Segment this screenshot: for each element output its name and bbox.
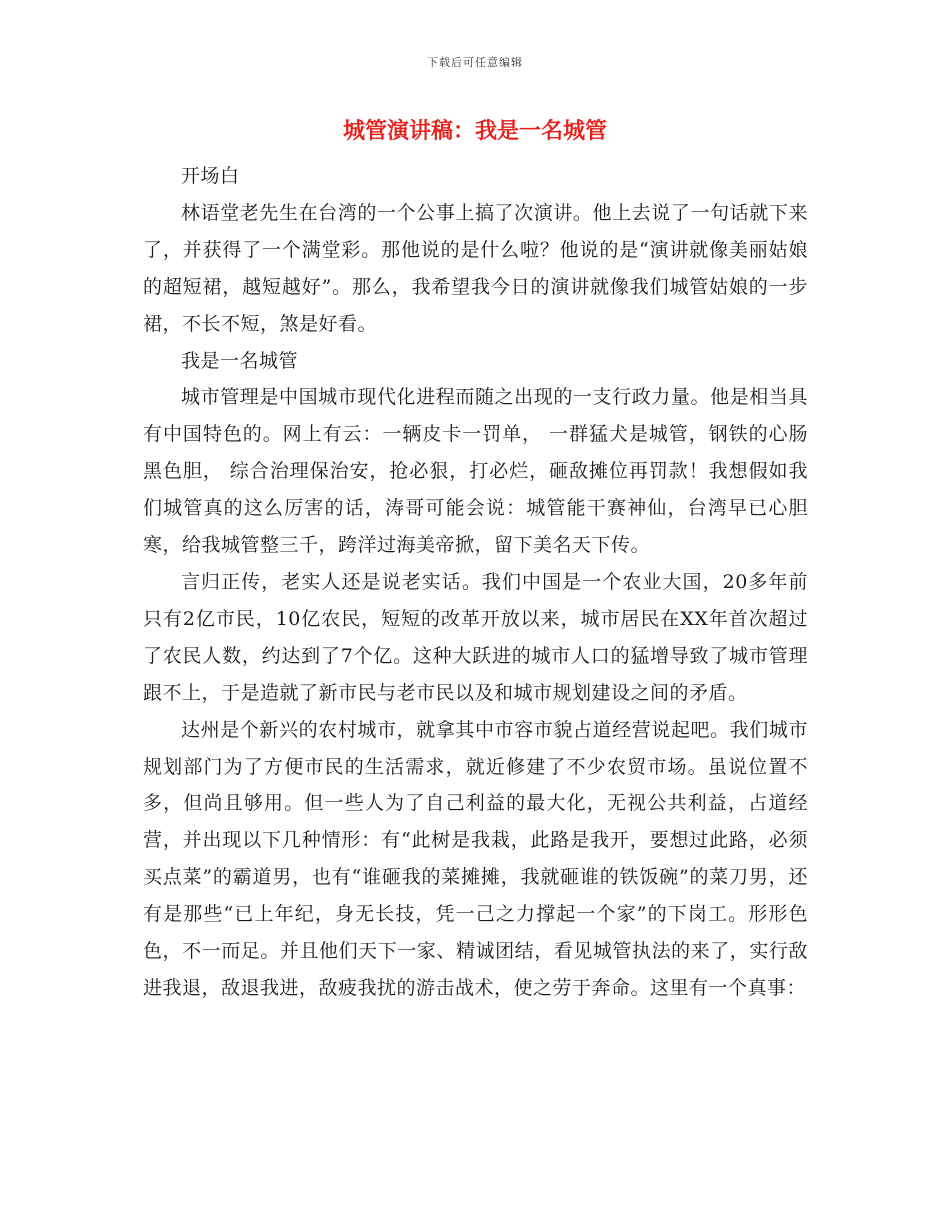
document-title: 城管演讲稿：我是一名城管 [342,118,607,144]
page-header: 下载后可任意编辑 [427,56,523,69]
paragraph: 我是一名城管 [181,349,299,372]
paragraph: 城市管理是中国城市现代化进程而随之出现的一支行政力量。他是相当具有中国特色的。网上有云：一辆皮卡一罚单， 一群猛犬是城管，钢铁的心肠黑色胆， 综合治理保治安，抢必狠，打必烂，砸敌摊位再罚款！我想假如我们城管真的这么厉害的话，涛哥可能会说：城管能干赛神仙，台湾早已心胆寒，给我城管整三千，跨洋过海美帝掀，留下美名天下传。 [143,386,808,557]
paragraph: 言归正传，老实人还是说老实话。我们中国是一个农业大国，20多年前只有2亿市民，10亿农民，短短的改革开放以来，城市居民在XX年首次超过了农民人数，约达到了7个亿。这种大跃进的城市人口的猛增导致了城市管理跟不上，于是造就了新市民与老市民以及和城市规划建设之间的矛盾。 [143,570,808,704]
document-body [143,158,808,1007]
paragraph: 达州是个新兴的农村城市，就拿其中市容市貌占道经营说起吧。我们城市规划部门为了方便市民的生活需求，就近修建了不少农贸市场。虽说位置不多，但尚且够用。但一些人为了自己利益的最大化，无视公共利益，占道经营，并出现以下几种情形：有“此树是我栽，此路是我开，要想过此路，必须买点菜”的霸道男，也有“谁砸我的菜摊摊，我就砸谁的铁饭碗”的菜刀男，还有是那些“已上年纪，身无长技，凭一己之力撑起一个家”的下岗工。形形色色，不一而足。并且他们天下一家、精诚团结，看见城管执法的来了，实行敌进我退，敌退我进，敌疲我扰的游击战术，使之劳于奔命。这里有一个真事： [143,718,808,999]
paragraph: 开场白 [181,165,240,187]
paragraph: 林语堂老先生在台湾的一个公事上搞了次演讲。他上去说了一句话就下来了，并获得了一个满堂彩。那他说的是什么啦？他说的是“演讲就像美丽姑娘的超短裙，越短越好”。那么，我希望我今日的演讲就像我们城管姑娘的一步裙，不长不短，煞是好看。 [143,201,808,335]
